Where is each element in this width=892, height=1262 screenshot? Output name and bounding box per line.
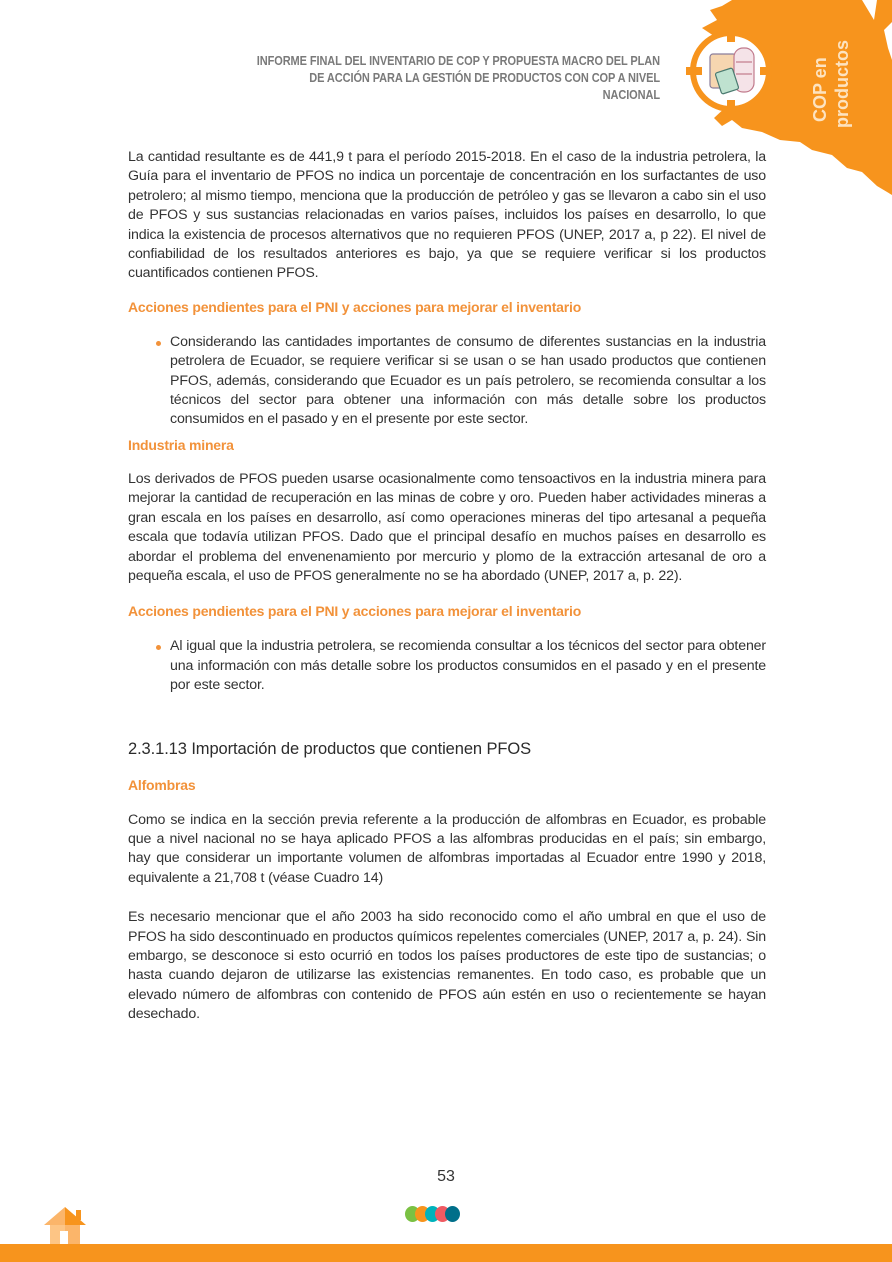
subheading-mining: Industria minera xyxy=(128,436,234,453)
section-label xyxy=(806,22,866,132)
section-title: 2.3.1.13 Importación de productos que contienen PFOS xyxy=(128,739,531,758)
paragraph-petroleum: La cantidad resultante es de 441,9 t para el período 2015-2018. En el caso de la industria petrolera, la Guía para el inventario de PFOS no indica un porcentaje de concentración en los surfactantes de uso petrolero; al mismo tiempo, menciona que la producción de petróleo y gas se llevaron a cabo sin el uso de PFOS y sus sustancias relacionadas en varios países, incluidos los países en desarrollo, lo que indica la existencia de procesos alternativos que no requieren PFOS (UNEP, 2017 a, p 22). El nivel de confiabilidad de los resultados anteriores es bajo, ya que se requiere verificar si los productos cuantificados contienen PFOS. xyxy=(128,149,766,282)
target-products-icon xyxy=(684,24,778,118)
subheading-pending-actions-2: Acciones pendientes para el PNI y acciones para mejorar el inventario xyxy=(128,603,582,620)
bullet-list-1 xyxy=(128,333,766,430)
section-label-line1: COP en xyxy=(810,57,830,122)
color-dots-decoration xyxy=(405,1206,455,1222)
page-number: 53 xyxy=(437,1168,455,1185)
header-title-line1: INFORME FINAL DEL INVENTARIO DE COP Y PROPUESTA MACRO DEL PLAN xyxy=(256,54,660,68)
list-item xyxy=(170,333,766,430)
bullet-text: Considerando las cantidades importantes de consumo de diferentes sustancias en la industria petrolera de Ecuador, se requiere verificar si se usan o se han usado productos que contienen PFOS, además, considerando que Ecuador es un país petrolero, se recomienda consultar a los técnicos del sector para obtener una información con más detalle sobre los productos consumidos en el pasado y en el presente por este sector. xyxy=(170,333,766,428)
section-label-line2: productos xyxy=(832,40,852,128)
bullet-list-2 xyxy=(128,637,766,695)
subheading-pending-actions-1: Acciones pendientes para el PNI y acciones para mejorar el inventario xyxy=(128,298,582,315)
document-header xyxy=(255,53,660,104)
footer-bar xyxy=(0,1244,892,1262)
paragraph-mining: Los derivados de PFOS pueden usarse ocasionalmente como tensoactivos en la industria minera para mejorar la cantidad de recuperación en las minas de cobre y oro. Pueden haber actividades mineras a gran escala en los países en desarrollo, así como operaciones mineras del tipo artesanal a pequeña escala que todavía utilizan PFOS. Dado que el principal desafío en muchos países en desarrollo es abordar el problema del envenenamiento por mercurio y plomo de la extracción artesanal de oro a pequeña escala, el uso de PFOS generalmente no se ha abordado (UNEP, 2017 a, p. 22). xyxy=(128,470,766,584)
bullet-icon xyxy=(156,645,161,650)
bullet-icon xyxy=(156,341,161,346)
page-content xyxy=(128,148,766,1025)
list-item xyxy=(170,637,766,695)
paragraph-carpets-2003: Es necesario mencionar que el año 2003 ha sido reconocido como el año umbral en que el uso de PFOS ha sido descontinuado en productos químicos repelentes comerciales (UNEP, 2017 a, p. 24). Sin embargo, se desconoce si esto ocurrió en todos los países productores de este tipo de sustancias; o hasta cuando dejaron de utilizarse las existencias remanentes. En todo caso, es probable que un elevado número de alfombras con contenido de PFOS aún estén en uso o recientemente se hayan desechado. xyxy=(128,909,766,1023)
home-icon[interactable] xyxy=(40,1205,90,1245)
subheading-carpets: Alfombras xyxy=(128,776,196,793)
bullet-text: Al igual que la industria petrolera, se recomienda consultar a los técnicos del sector para obtener una información con más detalle sobre los productos consumidos en el pasado y en el presente por este sector. xyxy=(170,638,766,694)
header-title-line2: DE ACCIÓN PARA LA GESTIÓN DE PRODUCTOS CON COP A NIVEL NACIONAL xyxy=(309,71,660,102)
paragraph-carpets-import: Como se indica en la sección previa referente a la producción de alfombras en Ecuador, es probable que a nivel nacional no se haya aplicado PFOS a las alfombras producidas en el país; sin embargo, hay que considerar un importante volumen de alfombras importadas al Ecuador entre 1990 y 2018, equivalente a 21,708 t (véase Cuadro 14) xyxy=(128,811,766,886)
dot-dark-teal xyxy=(445,1206,460,1222)
